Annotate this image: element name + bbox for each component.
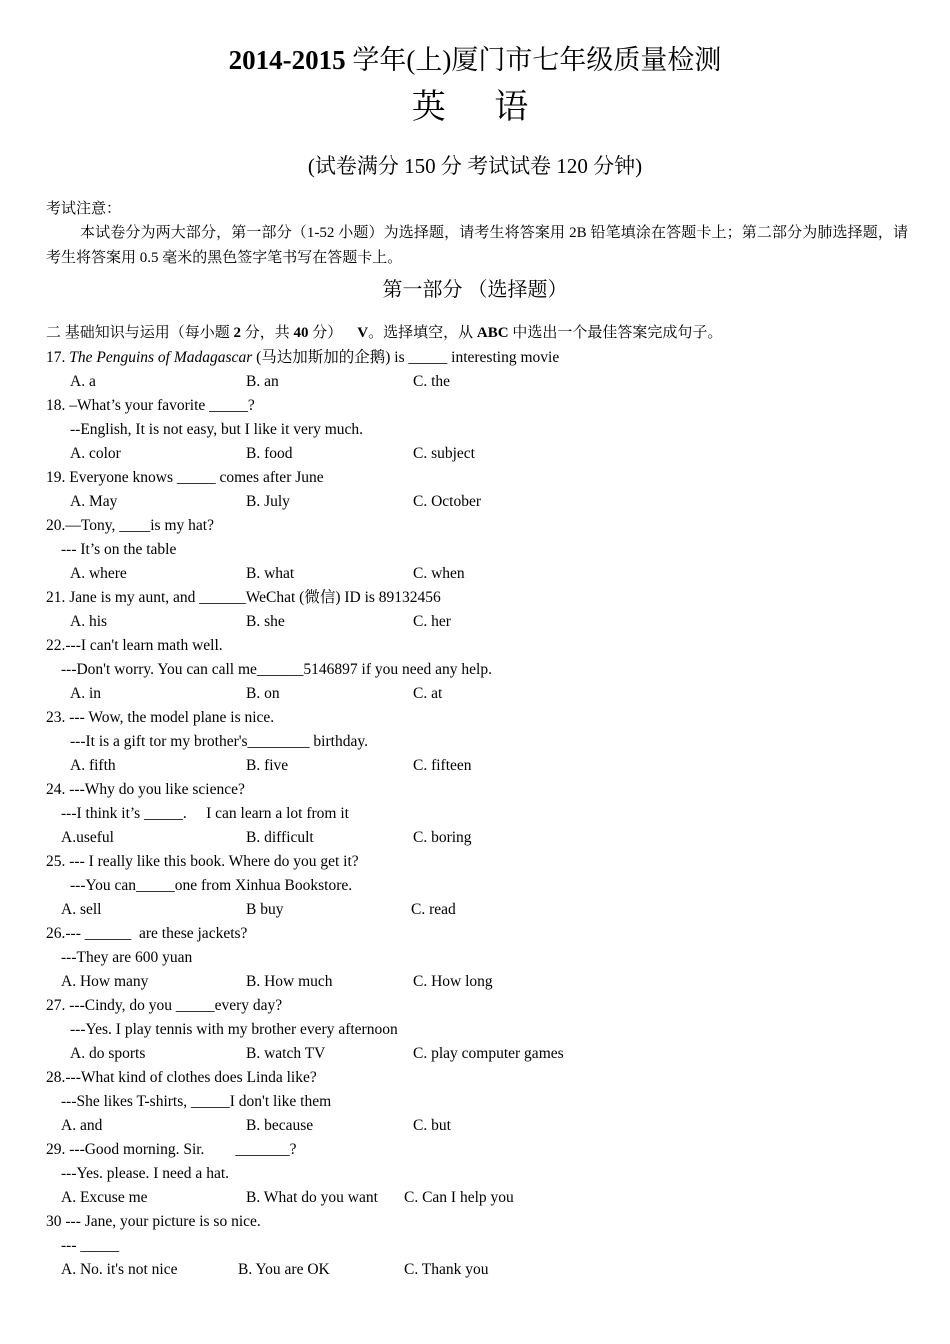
- q19-option-c[interactable]: C. October: [413, 493, 482, 510]
- q27-option-b[interactable]: B. watch TV: [246, 1045, 326, 1062]
- question-29-line2: ---Yes. please. I need a hat.: [61, 1165, 230, 1182]
- q24-option-c[interactable]: C. boring: [413, 829, 472, 846]
- q30-option-a[interactable]: A. No. it's not nice: [61, 1261, 178, 1278]
- section-instruction-b: 中选出一个最佳答案完成句子。: [508, 325, 723, 341]
- notice-heading: 考试注意：: [46, 201, 122, 217]
- q23-option-b[interactable]: B. five: [246, 757, 289, 774]
- exam-info: (试卷满分 150 分 考试试卷 120 分钟): [307, 154, 643, 178]
- q26-option-b[interactable]: B. How much: [246, 973, 333, 990]
- q28-option-a[interactable]: A. and: [61, 1117, 103, 1134]
- section-suffix: 分）: [308, 325, 343, 341]
- q29-option-b[interactable]: B. What do you want: [246, 1189, 378, 1206]
- q22-option-c[interactable]: C. at: [413, 685, 443, 702]
- section-prefix: 二 基础知识与运用（每小题: [46, 325, 234, 341]
- q17-option-c[interactable]: C. the: [413, 373, 451, 390]
- question-25-line2: ---You can_____one from Xinhua Bookstore.: [70, 877, 353, 894]
- exam-year: 2014-2015: [228, 45, 346, 75]
- section-mid: 分，共: [241, 325, 294, 341]
- question-23-line2: ---It is a gift tor my brother's________ birthday.: [70, 733, 368, 750]
- section-abc: ABC: [476, 325, 509, 341]
- section-roman: V: [357, 325, 369, 341]
- question-30-stem: 30 --- Jane, your picture is so nice.: [46, 1213, 261, 1230]
- question-24-stem: 24. ---Why do you like science?: [46, 781, 245, 798]
- section-points-each: 2: [233, 325, 242, 341]
- q22-option-a[interactable]: A. in: [70, 685, 101, 702]
- section-points-total: 40: [293, 325, 309, 341]
- question-28-line2: ---She likes T-shirts, _____I don't like them: [61, 1093, 332, 1110]
- q28-option-c[interactable]: C. but: [413, 1117, 451, 1134]
- q18-option-b[interactable]: B. food: [246, 445, 293, 462]
- question-28-stem: 28.---What kind of clothes does Linda like?: [46, 1069, 317, 1086]
- question-25-stem: 25. --- I really like this book. Where do you get it?: [46, 853, 359, 870]
- question-number: 17.: [46, 349, 70, 366]
- q25-option-b[interactable]: B buy: [246, 901, 284, 918]
- part-one-title: 第一部分 （选择题）: [382, 279, 568, 301]
- q25-option-c[interactable]: C. read: [411, 901, 456, 918]
- question-18-line2: --English, It is not easy, but I like it very much.: [70, 421, 364, 438]
- q22-option-b[interactable]: B. on: [246, 685, 280, 702]
- exam-title: [0, 42, 950, 78]
- question-21-stem: 21. Jane is my aunt, and ______WeChat (微信) ID is 89132456: [46, 589, 441, 606]
- q21-option-c[interactable]: C. her: [413, 613, 451, 630]
- q29-option-c[interactable]: C. Can I help you: [404, 1189, 514, 1206]
- q30-option-b[interactable]: B. You are OK: [238, 1261, 330, 1278]
- q24-option-b[interactable]: B. difficult: [246, 829, 314, 846]
- q21-option-a[interactable]: A. his: [70, 613, 108, 630]
- q25-option-a[interactable]: A. sell: [61, 901, 102, 918]
- notice-body: 本试卷分为两大部分，第一部分（1-52 小题）为选择题，请考生将答案用 2B 铅笔填涂在答题卡上；第二部分为肺选择题，请考生将答案用 0.5 毫米的黑色签字笔书写在答题卡上。: [46, 225, 908, 266]
- question-22-line2: ---Don't worry. You can call me______5146897 if you need any help.: [61, 661, 492, 678]
- section-heading: [46, 321, 722, 345]
- q17-option-a[interactable]: A. a: [70, 373, 96, 390]
- q19-option-a[interactable]: A. May: [70, 493, 118, 510]
- question-29-stem: 29. ---Good morning. Sir. _______?: [46, 1141, 297, 1158]
- q24-option-a[interactable]: A.useful: [61, 829, 114, 846]
- question-19-stem: 19. Everyone knows _____ comes after June: [46, 469, 324, 486]
- q23-option-a[interactable]: A. fifth: [70, 757, 116, 774]
- q20-option-a[interactable]: A. where: [70, 565, 127, 582]
- question-27-line2: ---Yes. I play tennis with my brother every afternoon: [70, 1021, 398, 1038]
- q20-option-b[interactable]: B. what: [246, 565, 295, 582]
- q20-option-c[interactable]: C. when: [413, 565, 465, 582]
- question-26-line2: ---They are 600 yuan: [61, 949, 193, 966]
- q26-option-c[interactable]: C. How long: [413, 973, 493, 990]
- section-instruction-a: 。选择填空，从: [368, 325, 477, 341]
- q18-option-c[interactable]: C. subject: [413, 445, 475, 462]
- q21-option-b[interactable]: B. she: [246, 613, 285, 630]
- q27-option-a[interactable]: A. do sports: [70, 1045, 146, 1062]
- q19-option-b[interactable]: B. July: [246, 493, 290, 510]
- q26-option-a[interactable]: A. How many: [61, 973, 149, 990]
- question-17-stem: [46, 346, 559, 370]
- question-27-stem: 27. ---Cindy, do you _____every day?: [46, 997, 283, 1014]
- exam-title-text: 学年(上)厦门市七年级质量检测: [352, 45, 722, 75]
- q30-option-c[interactable]: C. Thank you: [404, 1261, 489, 1278]
- q18-option-a[interactable]: A. color: [70, 445, 121, 462]
- question-text: (马达加斯加的企鹅) is _____ interesting movie: [252, 349, 560, 366]
- question-22-stem: 22.---I can't learn math well.: [46, 637, 223, 654]
- question-24-line2: ---I think it’s _____. I can learn a lot from it: [61, 805, 349, 822]
- question-20-stem: 20.—Tony, ____is my hat?: [46, 517, 214, 534]
- subject-title: 英 语: [411, 89, 549, 126]
- q28-option-b[interactable]: B. because: [246, 1117, 314, 1134]
- question-20-line2: --- It’s on the table: [61, 541, 177, 558]
- q27-option-c[interactable]: C. play computer games: [413, 1045, 564, 1062]
- question-18-stem: 18. –What’s your favorite _____?: [46, 397, 255, 414]
- q23-option-c[interactable]: C. fifteen: [413, 757, 472, 774]
- q17-option-b[interactable]: B. an: [246, 373, 279, 390]
- question-23-stem: 23. --- Wow, the model plane is nice.: [46, 709, 275, 726]
- q29-option-a[interactable]: A. Excuse me: [61, 1189, 148, 1206]
- question-30-line2: --- _____: [61, 1237, 120, 1254]
- movie-title: The Penguins of Madagascar: [69, 349, 253, 366]
- question-26-stem: 26.--- ______ are these jackets?: [46, 925, 248, 942]
